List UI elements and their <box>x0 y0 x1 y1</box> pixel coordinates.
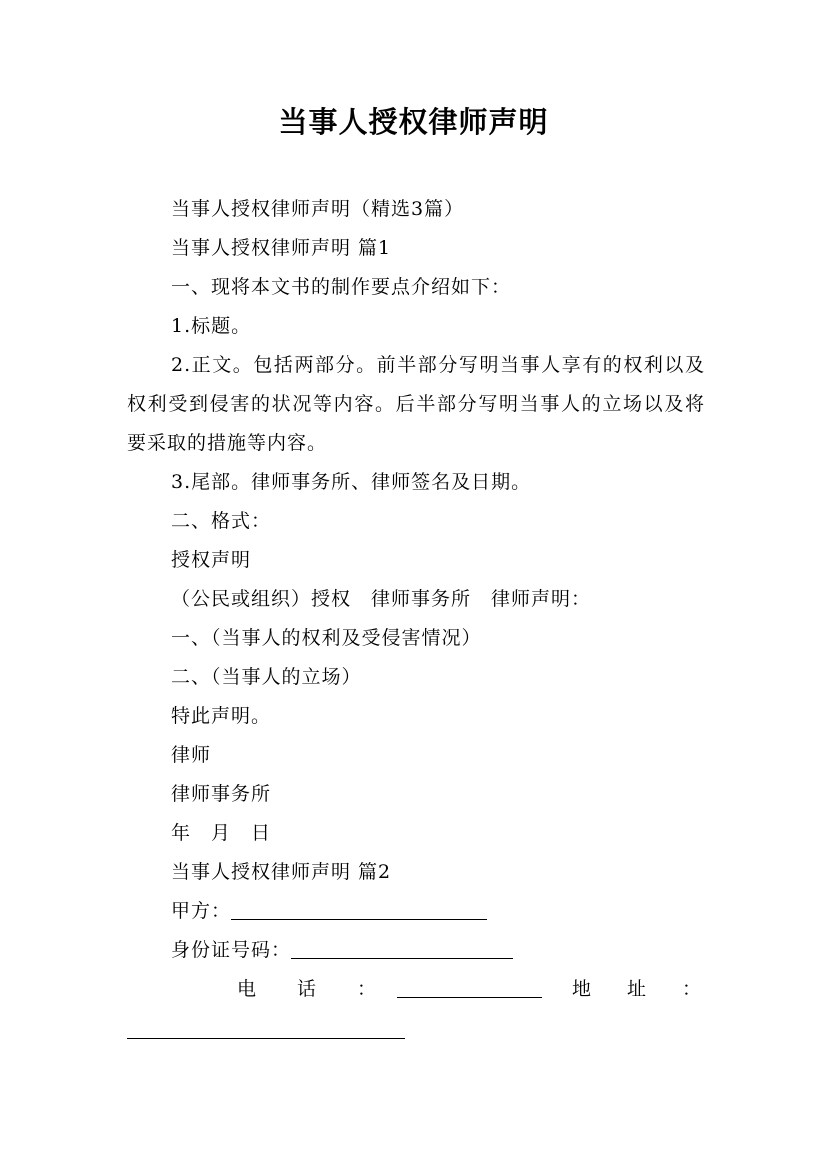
party-a-line <box>127 892 705 931</box>
document-title: 当事人授权律师声明 <box>278 105 549 139</box>
paragraph: 当事人授权律师声明 篇2 <box>171 861 392 883</box>
id-number-blank <box>291 936 513 959</box>
phone-label: 电 话 ： <box>237 978 377 1000</box>
paragraph: 律师 <box>171 744 212 766</box>
document-body <box>127 190 705 1050</box>
paragraph: 一、（当事人的权利及受侵害情况） <box>171 627 482 649</box>
party-a-blank <box>231 897 487 920</box>
id-number-line <box>127 931 705 970</box>
paragraph: 3.尾部。律师事务所、律师签名及日期。 <box>171 471 532 493</box>
paragraph: 一、现将本文书的制作要点介绍如下： <box>171 276 512 298</box>
paragraph: 二、格式： <box>171 510 272 532</box>
party-a-label: 甲方： <box>171 900 232 922</box>
paragraph: 授权声明 <box>171 549 252 571</box>
address-line <box>127 1011 705 1050</box>
paragraph: （公民或组织）授权 律师事务所 律师声明： <box>171 588 592 610</box>
id-number-label: 身份证号码： <box>171 939 292 961</box>
paragraph: 二、（当事人的立场） <box>171 666 362 688</box>
phone-address-line <box>127 970 705 1009</box>
paragraph: 年 月 日 <box>171 822 272 844</box>
paragraph: 特此声明。 <box>171 705 272 727</box>
phone-blank <box>397 975 542 998</box>
paragraph: 当事人授权律师声明 篇1 <box>171 237 392 259</box>
paragraph: 律师事务所 <box>171 783 272 805</box>
paragraph: 2.正文。包括两部分。前半部分写明当事人享有的权利以及权利受到侵害的状况等内容。后半部分写明当事人的立场以及将要采取的措施等内容。 <box>127 354 705 454</box>
address-label: 地 址 ： <box>572 978 702 1000</box>
paragraph: 当事人授权律师声明（精选3篇） <box>171 198 465 220</box>
paragraph: 1.标题。 <box>171 315 252 337</box>
address-blank <box>127 1016 405 1039</box>
